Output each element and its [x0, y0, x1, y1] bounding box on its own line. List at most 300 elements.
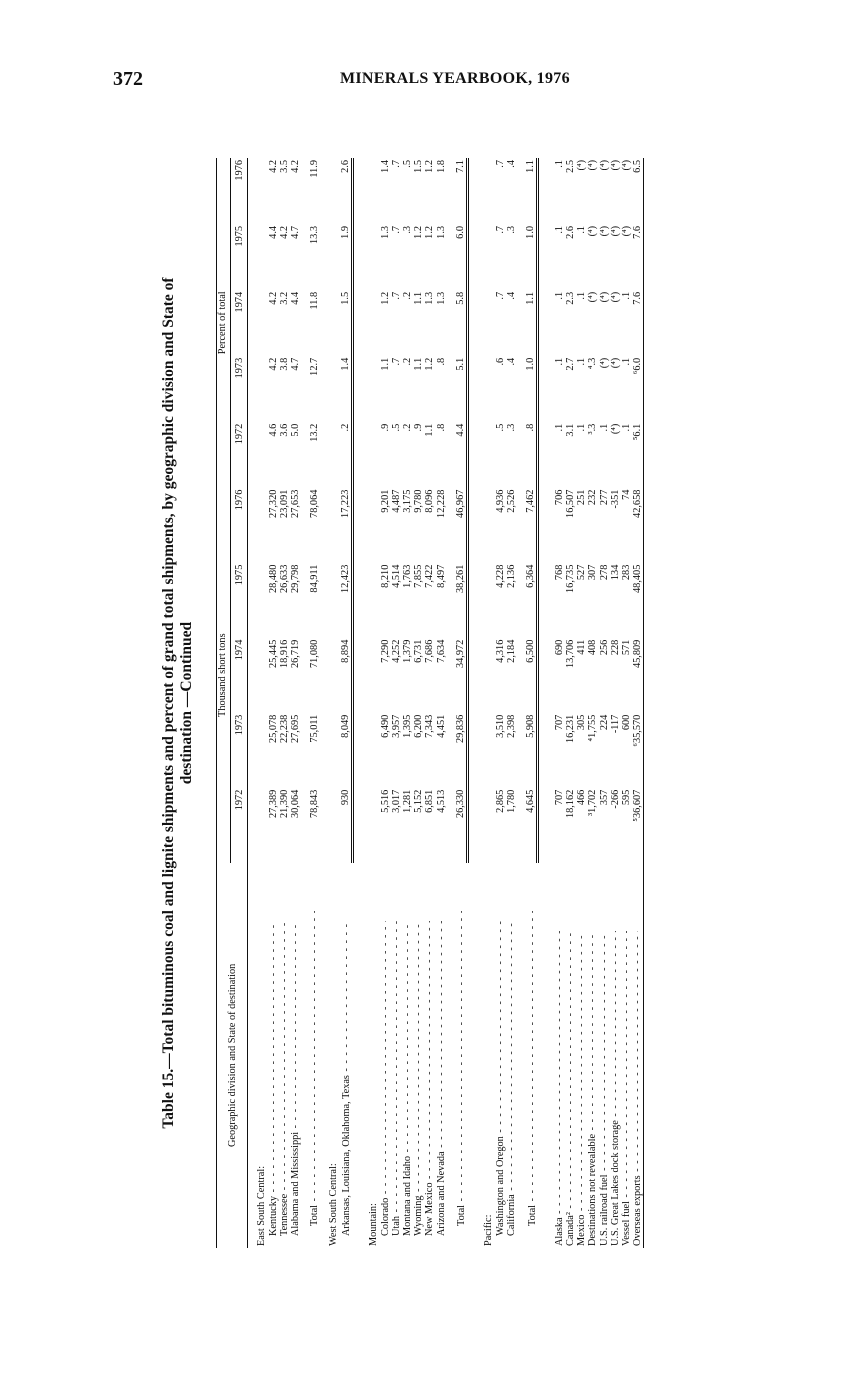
table-row: [328, 158, 339, 1248]
percent-cell: .7: [390, 357, 402, 366]
percent-cell: (⁴): [609, 160, 621, 171]
percent-cell: 1.1: [525, 158, 538, 224]
tons-cell: 42,658: [632, 488, 644, 563]
percent-cell: .1: [598, 423, 610, 432]
percent-cell: .7: [390, 225, 402, 234]
percent-cell: 1.2: [424, 160, 436, 173]
tons-cell: 28,480: [267, 564, 279, 593]
percent-cell: .7: [390, 160, 402, 168]
percent-cell: 2.6: [564, 225, 576, 239]
year-header: 1972: [231, 788, 248, 863]
tons-cell: 3,510: [494, 714, 506, 738]
tons-cell: 7,343: [424, 714, 436, 738]
group-header-tons: Thousand short tons: [217, 488, 231, 863]
tons-cell: 1,780: [505, 789, 517, 813]
table-row: [279, 158, 290, 1248]
row-label-text: Canada² - - -: [565, 931, 576, 1246]
tons-cell: [256, 563, 267, 638]
row-label-text: Colorado - - -: [380, 921, 391, 1236]
tons-cell: 4,645: [525, 788, 538, 863]
tons-cell: 4,487: [390, 489, 402, 513]
row-label-text: Mountain:: [368, 1203, 380, 1246]
percent-cell: 4.7: [290, 357, 302, 371]
percent-cell: [328, 224, 339, 290]
tons-cell: 6,731: [413, 639, 425, 663]
tons-cell: 4,451: [435, 714, 447, 738]
tons-cell: [256, 788, 267, 863]
spacer-row: [352, 158, 360, 1248]
row-label-text: U.S. railroad fuel - - -: [599, 931, 610, 1246]
percent-cell: 1.2: [424, 225, 436, 239]
tons-cell: 6,364: [525, 563, 538, 638]
percent-cell: 4.2: [267, 160, 279, 173]
row-label-text: East South Central:: [256, 1165, 268, 1246]
percent-cell: 1.1: [413, 357, 425, 371]
tons-cell: 7,290: [379, 639, 391, 663]
tons-cell: 27,695: [290, 714, 302, 743]
percent-cell: .9: [413, 423, 425, 432]
row-label: [495, 863, 506, 1248]
tons-cell: 4,936: [494, 489, 506, 513]
percent-cell: .1: [576, 291, 588, 300]
percent-cell: [328, 158, 339, 224]
row-label-text: Total - - -: [309, 911, 320, 1226]
row-label-text: Kentucky - - -: [268, 921, 279, 1236]
percent-cell: (⁴): [609, 357, 621, 369]
percent-cell: .8: [435, 423, 447, 432]
tons-cell: 228: [609, 639, 621, 656]
tons-cell: 411: [576, 639, 588, 655]
percent-cell: 1.1: [413, 291, 425, 305]
tons-cell: 6,851: [424, 789, 436, 813]
row-label: [368, 863, 379, 1248]
percent-cell: 4.2: [278, 225, 290, 239]
percent-cell: [483, 158, 494, 224]
tons-cell: 84,911: [309, 564, 321, 593]
tons-cell: 3,017: [390, 789, 402, 813]
tons-cell: 29,798: [290, 564, 302, 593]
percent-cell: .1: [620, 291, 632, 300]
tons-cell: 1,763: [401, 564, 413, 588]
tons-cell: 7,462: [525, 488, 538, 563]
tons-cell: 38,261: [455, 563, 468, 638]
percent-cell: .9: [379, 423, 391, 432]
tons-cell: 707: [553, 789, 565, 806]
spacer-row: [467, 158, 475, 1248]
tons-cell: 18,162: [564, 789, 576, 819]
percent-cell: 1.2: [379, 291, 391, 305]
tons-cell: 7,422: [424, 564, 436, 588]
tons-cell: [483, 563, 494, 638]
percent-cell: [256, 290, 267, 356]
percent-cell: 3.6: [278, 423, 290, 437]
tons-cell: 307: [587, 564, 599, 581]
page-number: 372: [113, 68, 143, 90]
tons-cell: [256, 713, 267, 788]
percent-cell: [368, 422, 379, 488]
percent-cell: 5.0: [290, 423, 302, 437]
row-label: [268, 863, 279, 1248]
percent-cell: 1.4: [379, 160, 391, 173]
row-label-text: Montana and Idaho - - -: [402, 921, 413, 1236]
percent-cell: (⁴): [609, 225, 621, 237]
percent-cell: .1: [620, 357, 632, 366]
percent-cell: 1.4: [340, 356, 353, 422]
tons-cell: 251: [576, 489, 588, 506]
tons-cell: 12,228: [435, 489, 447, 518]
tons-cell: [328, 788, 339, 863]
tons-cell: 600: [620, 714, 632, 731]
tons-cell: 134: [609, 564, 621, 581]
tons-cell: 23,091: [278, 489, 290, 518]
row-label: [309, 863, 320, 1248]
percent-cell: ⁴.3: [587, 357, 599, 370]
percent-cell: 6.0: [455, 224, 468, 290]
percent-cell: 1.3: [435, 225, 447, 239]
tons-cell: 8,497: [435, 564, 447, 588]
tons-cell: 4,316: [494, 639, 506, 663]
percent-cell: 1.3: [379, 225, 391, 239]
percent-cell: .5: [494, 423, 506, 432]
row-label-text: Destinations not revealable - - -: [587, 931, 598, 1246]
tons-cell: 45,809: [632, 638, 644, 713]
tons-cell: 527: [576, 564, 588, 581]
row-label: [506, 863, 517, 1248]
tons-cell: 8,096: [424, 489, 436, 513]
tons-cell: 224: [598, 714, 610, 731]
percent-cell: 1.2: [413, 225, 425, 239]
tons-cell: 8,049: [340, 713, 353, 788]
tons-cell: 16,735: [564, 564, 576, 593]
percent-cell: ³.3: [587, 423, 599, 435]
spacer-row: [320, 158, 328, 1248]
spacer-row: [538, 158, 546, 1248]
tons-cell: 595: [620, 789, 632, 806]
percent-cell: [256, 422, 267, 488]
row-label: [525, 863, 538, 1248]
percent-cell: (⁴): [576, 160, 588, 171]
tons-cell: 3,175: [401, 489, 413, 513]
percent-cell: 4.4: [267, 225, 279, 239]
tons-cell: 408: [587, 639, 599, 656]
table-row: [391, 158, 402, 1248]
tons-cell: 78,843: [309, 789, 321, 819]
percent-cell: (⁴): [587, 291, 599, 303]
row-label: [455, 863, 468, 1248]
percent-cell: .2: [401, 291, 413, 300]
percent-cell: .1: [553, 423, 565, 432]
percent-cell: 13.2: [309, 423, 321, 442]
percent-cell: .1: [553, 291, 565, 300]
percent-cell: 7.6: [632, 290, 644, 356]
tons-cell: 27,320: [267, 489, 279, 518]
percent-cell: [483, 356, 494, 422]
percent-cell: .3: [505, 225, 517, 234]
tons-cell: 1,395: [401, 714, 413, 738]
tons-cell: 16,231: [564, 714, 576, 743]
row-label-text: Vessel fuel - - -: [621, 931, 632, 1246]
percent-cell: 1.1: [424, 423, 436, 437]
percent-cell: .3: [505, 423, 517, 432]
percent-cell: .2: [340, 422, 353, 488]
tons-cell: 277: [598, 489, 610, 506]
tons-cell: 25,078: [267, 714, 279, 743]
tons-cell: 12,423: [340, 563, 353, 638]
percent-cell: 3.1: [564, 423, 576, 437]
row-label: [632, 863, 644, 1248]
tons-cell: 706: [553, 489, 565, 506]
percent-cell: 2.6: [340, 158, 353, 224]
percent-cell: 1.5: [413, 160, 425, 173]
running-head: MINERALS YEARBOOK, 1976: [340, 70, 570, 87]
percent-cell: 1.3: [435, 291, 447, 305]
tons-cell: [368, 713, 379, 788]
tons-cell: [328, 488, 339, 563]
tons-cell: ⁴1,755: [587, 714, 599, 742]
row-label: [599, 863, 610, 1248]
table-row: [424, 158, 435, 1248]
table-row: [621, 158, 632, 1248]
percent-cell: 2.5: [564, 160, 576, 173]
percent-cell: .8: [525, 422, 538, 488]
percent-cell: (⁴): [598, 291, 610, 303]
tons-cell: 305: [576, 714, 588, 731]
year-header: 1975: [231, 563, 248, 638]
row-label: [391, 863, 402, 1248]
table-row: [309, 158, 320, 1248]
tons-cell: 768: [553, 564, 565, 581]
tons-cell: 5,516: [379, 789, 391, 813]
tons-cell: -117: [609, 714, 621, 734]
year-header: 1973: [231, 356, 248, 422]
table-row: [268, 158, 279, 1248]
table-row: [587, 158, 598, 1248]
tons-cell: 357: [598, 789, 610, 806]
percent-cell: .1: [576, 423, 588, 432]
row-label-text: New Mexico - - -: [424, 921, 435, 1236]
tons-cell: 690: [553, 639, 565, 656]
year-header: 1976: [231, 488, 248, 563]
spacer-row: [248, 158, 257, 1248]
tons-cell: 17,223: [340, 488, 353, 563]
tons-cell: 16,507: [564, 489, 576, 518]
tons-cell: ³1,702: [587, 789, 599, 816]
tons-cell: 9,201: [379, 489, 391, 513]
tons-cell: 27,653: [290, 489, 302, 518]
tons-cell: 21,390: [278, 789, 290, 819]
spacer-cell: [360, 863, 368, 1248]
percent-cell: .7: [494, 225, 506, 234]
percent-cell: [256, 224, 267, 290]
percent-cell: .1: [620, 423, 632, 432]
row-label-text: Overseas exports - - -: [632, 931, 643, 1246]
percent-cell: 4.4: [290, 291, 302, 305]
tons-cell: 26,719: [290, 639, 302, 668]
percent-cell: 3.8: [278, 357, 290, 371]
tons-cell: 46,967: [455, 488, 468, 563]
row-label: [436, 863, 447, 1248]
table-row: [380, 158, 391, 1248]
tons-cell: 2,526: [505, 489, 517, 513]
year-header: 1973: [231, 713, 248, 788]
row-label-text: Arizona and Nevada - - -: [436, 921, 447, 1236]
percent-cell: 2.7: [564, 357, 576, 371]
percent-cell: .5: [401, 160, 413, 168]
caption-line-1: Table 15.—Total bituminous coal and lignite shipments and percent of grand total shipments, by geographic division and State of: [160, 277, 177, 1129]
percent-cell: .1: [553, 160, 565, 168]
tons-cell: 6,490: [379, 714, 391, 738]
tons-cell: 3,957: [390, 714, 402, 738]
table-row: [565, 158, 576, 1248]
row-label-text: Tennessee - - -: [279, 921, 290, 1236]
tons-cell: 9,780: [413, 489, 425, 513]
spacer-cell: [467, 863, 475, 1248]
tons-cell: 6,500: [525, 638, 538, 713]
percent-cell: 4.6: [267, 423, 279, 437]
percent-cell: [483, 422, 494, 488]
percent-cell: 1.0: [525, 224, 538, 290]
percent-cell: .1: [553, 225, 565, 234]
percent-cell: 3.2: [278, 291, 290, 305]
spacer-cell: [538, 863, 546, 1248]
tons-cell: 75,011: [309, 714, 321, 743]
tons-cell: 278: [598, 564, 610, 581]
row-label-text: Arkansas, Louisiana, Oklahoma, Texas - - -: [341, 921, 352, 1236]
percent-cell: 7.1: [455, 158, 468, 224]
tons-cell: 30,064: [290, 789, 302, 819]
tons-cell: 1,281: [401, 789, 413, 813]
percent-cell: (⁴): [609, 423, 621, 435]
percent-cell: (⁴): [609, 291, 621, 303]
row-label: [424, 863, 435, 1248]
table-row: [554, 158, 565, 1248]
tons-cell: 2,184: [505, 639, 517, 663]
table-row: [506, 158, 517, 1248]
tons-cell: 26,330: [455, 788, 468, 863]
tons-cell: 1,379: [401, 639, 413, 663]
row-label-text: Utah - - -: [391, 921, 402, 1236]
spacer-row: [447, 158, 455, 1248]
percent-cell: 11.8: [309, 291, 321, 310]
tons-cell: [328, 638, 339, 713]
percent-cell: .3: [401, 225, 413, 234]
percent-cell: (⁴): [587, 160, 599, 171]
tons-cell: 2,398: [505, 714, 517, 738]
tons-cell: 71,080: [309, 639, 321, 668]
spacer-row: [546, 158, 554, 1248]
tons-cell: 18,916: [278, 639, 290, 668]
tons-cell: 466: [576, 789, 588, 806]
stub-header: Geographic division and State of destination: [217, 863, 248, 1248]
percent-cell: ⁶6.0: [632, 356, 644, 422]
percent-cell: ⁵6.1: [632, 422, 644, 488]
spacer-row: [475, 158, 483, 1248]
percent-cell: [483, 224, 494, 290]
table-row: [599, 158, 610, 1248]
row-label: [610, 863, 621, 1248]
spacer-row: [301, 158, 309, 1248]
tons-cell: [328, 713, 339, 788]
row-label: [402, 863, 413, 1248]
percent-cell: 12.7: [309, 357, 321, 376]
table-body: [248, 158, 644, 1248]
table-caption: [160, 158, 196, 1248]
percent-cell: [328, 290, 339, 356]
year-header: 1974: [231, 638, 248, 713]
tons-cell: 4,252: [390, 639, 402, 663]
percent-cell: 4.2: [290, 160, 302, 173]
tons-cell: 232: [587, 489, 599, 506]
tons-cell: [256, 638, 267, 713]
row-label-text: Alaska - - -: [554, 931, 565, 1246]
tons-cell: 4,514: [390, 564, 402, 588]
percent-cell: .2: [401, 357, 413, 366]
percent-cell: [328, 356, 339, 422]
percent-cell: (⁴): [620, 160, 632, 171]
tons-cell: 707: [553, 714, 565, 731]
tons-cell: 5,908: [525, 713, 538, 788]
year-header: 1974: [231, 290, 248, 356]
percent-cell: .1: [576, 225, 588, 234]
percent-cell: 4.2: [267, 291, 279, 305]
row-label: [340, 863, 353, 1248]
tons-cell: 571: [620, 639, 632, 656]
row-label: [587, 863, 598, 1248]
percent-cell: 2.3: [564, 291, 576, 305]
tons-cell: [368, 488, 379, 563]
table-row: [610, 158, 621, 1248]
percent-cell: 1.2: [424, 357, 436, 371]
tons-cell: 4,513: [435, 789, 447, 813]
spacer-row: [517, 158, 525, 1248]
row-label-text: Total - - -: [527, 911, 538, 1226]
percent-cell: (⁴): [598, 160, 610, 171]
percent-cell: 1.8: [435, 160, 447, 173]
tons-cell: [483, 638, 494, 713]
percent-cell: .6: [494, 357, 506, 366]
tons-cell: [483, 788, 494, 863]
row-label-text: California - - -: [506, 921, 517, 1236]
spacer-cell: [352, 863, 360, 1248]
tons-cell: 7,686: [424, 639, 436, 663]
tons-cell: [368, 638, 379, 713]
spacer-row: [360, 158, 368, 1248]
tons-cell: 13,706: [564, 639, 576, 668]
row-label: [380, 863, 391, 1248]
tons-cell: ⁶35,570: [632, 713, 644, 788]
percent-cell: (⁴): [598, 357, 610, 369]
row-label-text: Wyoming - - -: [413, 921, 424, 1236]
percent-cell: [368, 290, 379, 356]
row-label: [279, 863, 290, 1248]
row-label: [565, 863, 576, 1248]
percent-cell: .4: [505, 160, 517, 168]
row-label: [328, 863, 339, 1248]
row-label: [483, 863, 494, 1248]
percent-cell: .4: [505, 291, 517, 300]
row-label: [413, 863, 424, 1248]
table-row: [632, 158, 644, 1248]
table-row: [495, 158, 506, 1248]
tons-cell: 7,634: [435, 639, 447, 663]
percent-cell: (⁴): [620, 225, 632, 237]
percent-cell: (⁴): [587, 225, 599, 237]
spacer-cell: [475, 863, 483, 1248]
tons-cell: 26,633: [278, 564, 290, 593]
row-label: [576, 863, 587, 1248]
data-table: [216, 158, 644, 1248]
table-row: [256, 158, 267, 1248]
